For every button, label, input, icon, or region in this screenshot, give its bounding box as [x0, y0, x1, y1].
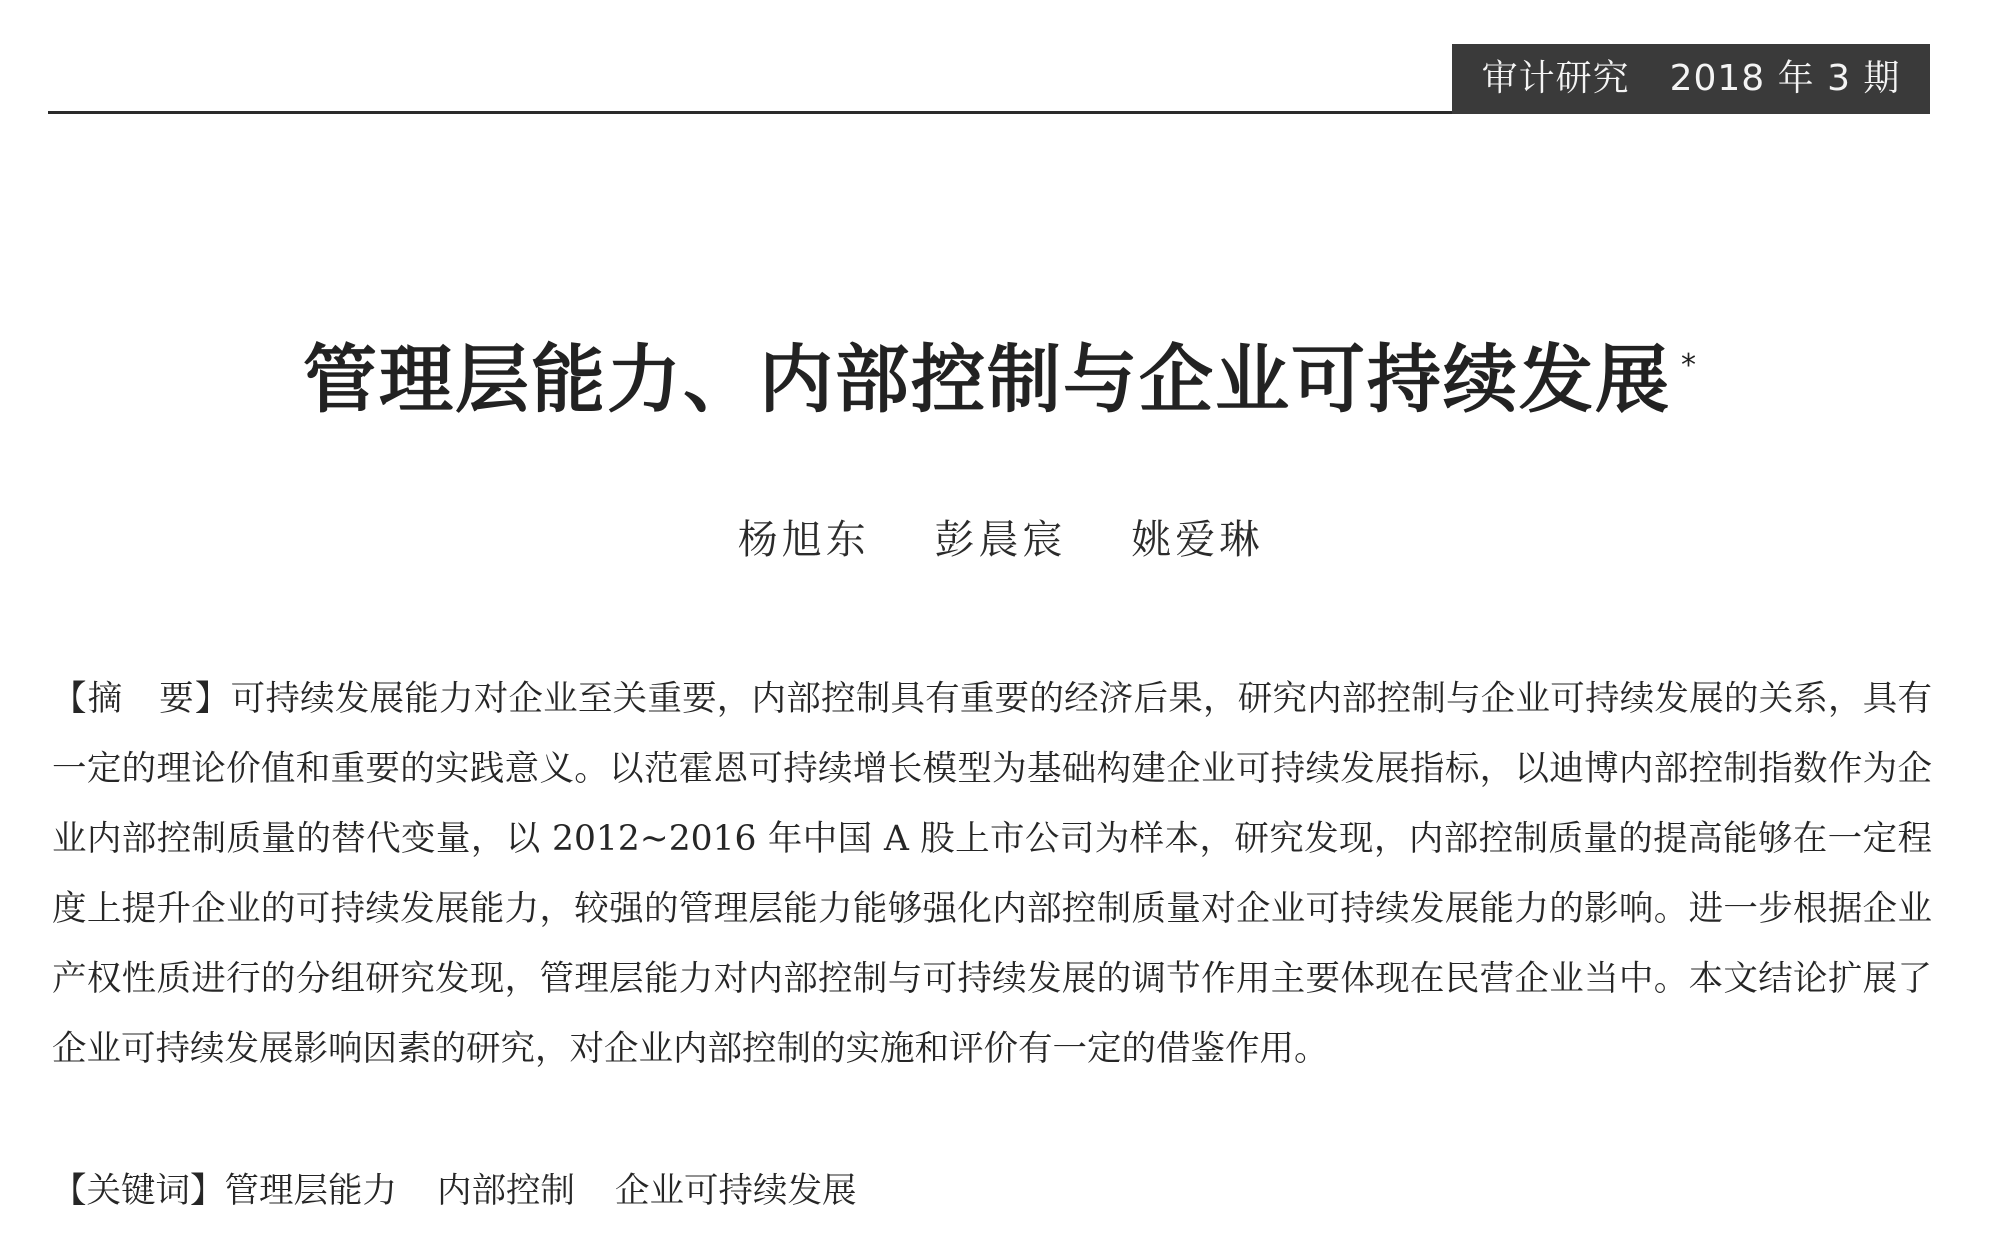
title-footnote-mark: * [1681, 348, 1698, 383]
journal-name: 审计研究 [1481, 58, 1630, 99]
abstract-text: 可持续发展能力对企业至关重要，内部控制具有重要的经济后果，研究内部控制与企业可持续发展的关系，具有一定的理论价值和重要的实践意义。以范霍恩可持续增长模型为基础构建企业可持续发展指标，以迪博内部控制指数作为企业内部控制质量的替代变量，以 2012~2016 年中国 A 股上市公司为样本，研究发现，内部控制质量的提高能够在一定程度上提升企业的可持续发展能力，较强的管理层能力能够强化内部控制质量对企业可持续发展能力的影响。进一步根据企业产权性质进行的分组研究发现，管理层能力对内部控制与可持续发展的调节作用主要体现在民营企业当中。本文结论扩展了企业可持续发展影响因素的研究，对企业内部控制的实施和评价有一定的借鉴作用。 [52, 679, 1933, 1069]
article-title-text: 管理层能力、内部控制与企业可持续发展 [303, 337, 1671, 423]
author-name: 彭晨宸 [934, 517, 1067, 563]
author-name: 姚爱琳 [1131, 517, 1264, 563]
abstract-block [52, 664, 1932, 1084]
keyword: 企业可持续发展 [615, 1171, 857, 1211]
abstract-label: 【摘 要】 [52, 679, 231, 719]
author-name: 杨旭东 [737, 517, 870, 563]
keyword: 内部控制 [437, 1171, 575, 1211]
keyword: 管理层能力 [224, 1171, 397, 1211]
keywords-label: 【关键词】 [52, 1171, 225, 1211]
author-list [0, 510, 2001, 570]
article-title [0, 330, 2001, 430]
journal-badge [1452, 44, 1930, 114]
keywords-block [52, 1156, 1932, 1226]
journal-issue: 2018 年 3 期 [1669, 58, 1901, 99]
